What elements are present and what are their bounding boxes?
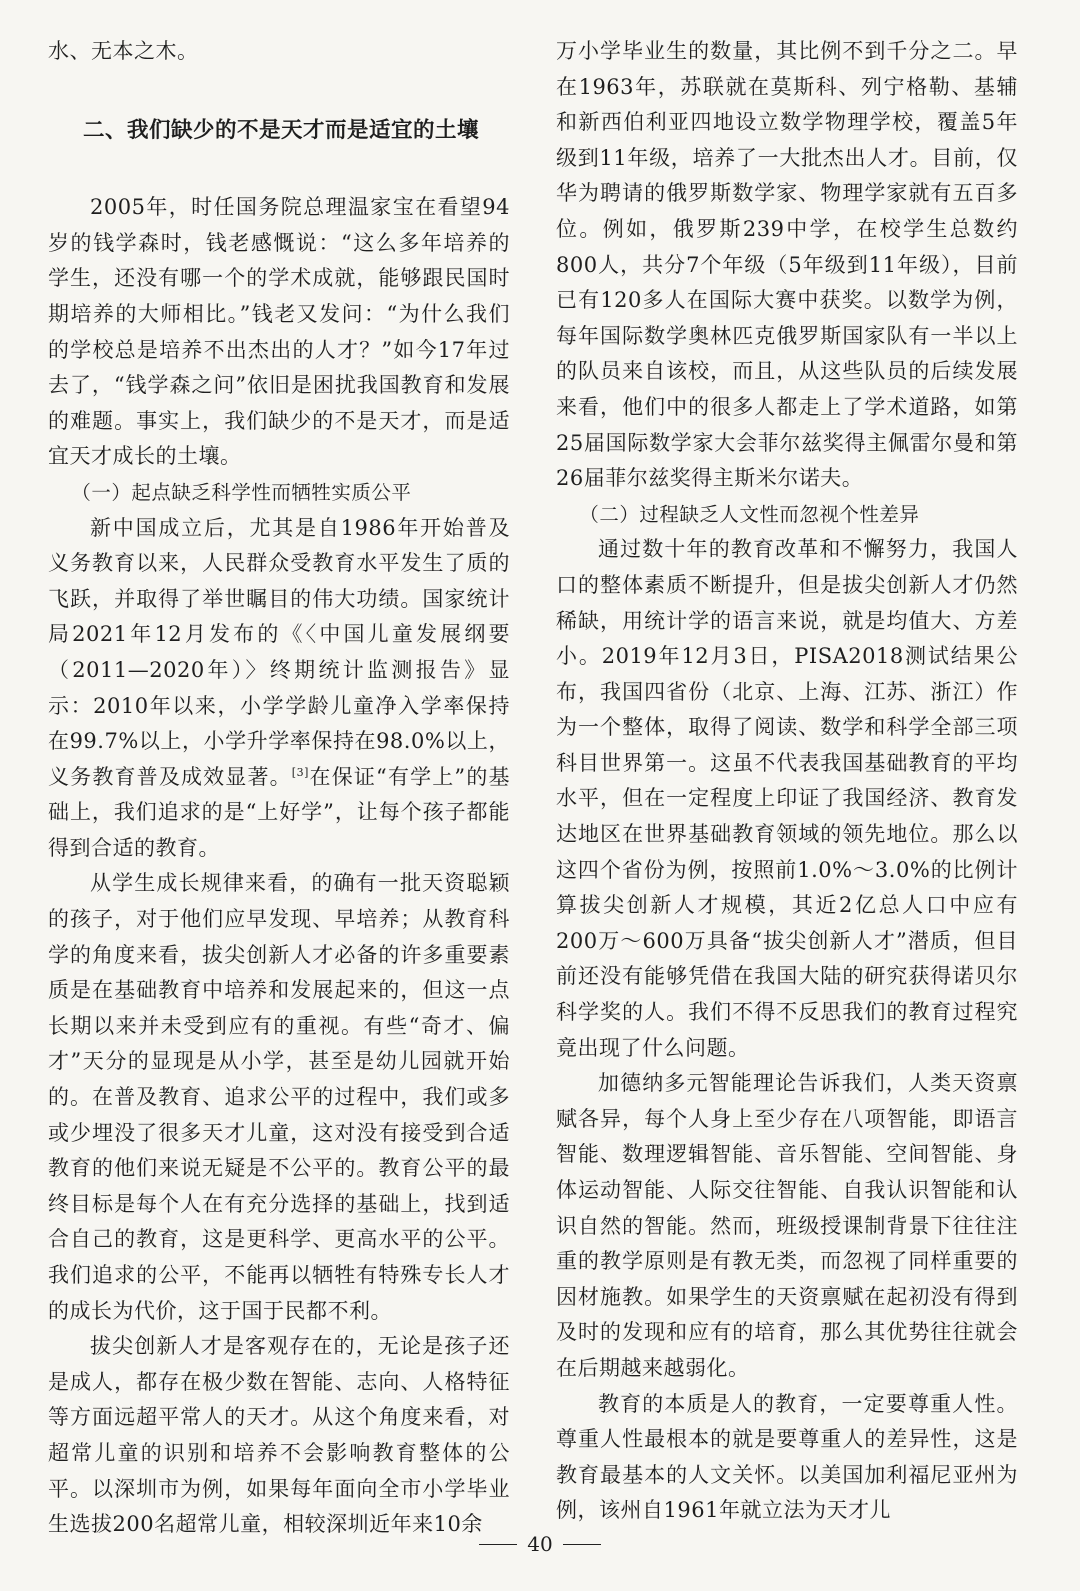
citation-marker: [3] xyxy=(291,765,309,779)
paragraph-growth-rules: 从学生成长规律来看，的确有一批天资聪颖的孩子，对于他们应早发现、早培养；从教育科学的角度来看，拔尖创新人才必备的许多重要素质是在基础教育中培养和发展起来的，但这一点长期以来并未受到应有的重视。有些“奇才、偏才”天分的显现是从小学，甚至是幼儿园就开始的。在普及教育、追求公平的过程中，我们或多或少埋没了很多天才儿童，这对没有接受到合适教育的他们来说无疑是不公平的。教育公平的最终目标是每个人在有充分选择的基础上，找到适合自己的教育，这是更科学、更高水平的公平。我们追求的公平，不能再以牺牲有特殊专长人才的成长为代价，这于国于民都不利。 xyxy=(48,871,510,1323)
subsection-heading-2: （二）过程缺乏人文性而忽视个性差异 xyxy=(579,502,920,526)
page-footer xyxy=(0,1532,1080,1556)
paragraph-text: 新中国成立后，尤其是自1986年开始普及义务教育以来，人民群众受教育水平发生了质的飞跃，并取得了举世瞩目的伟大功绩。国家统计局2021年12月发布的《〈中国儿童发展纲要（2011—2020年）〉终期统计监测报告》显示：2010年以来，小学学龄儿童净入学率保持在99.7%以上，小学升学率保持在98.0%以上，义务教育普及成效显著。 xyxy=(48,515,510,789)
section-heading: 二、我们缺少的不是天才而是适宜的土壤 xyxy=(83,117,480,143)
paragraph-gifted-exist: 拔尖创新人才是客观存在的，无论是孩子还是成人，都存在极少数在智能、志向、人格特征等方面远超平常人的天才。从这个角度来看，对超常儿童的识别和培养不会影响教育整体的公平。以深圳市为例，如果每年面向全市小学毕业生选拔200名超常儿童，相较深圳近年来10余 xyxy=(48,1334,510,1537)
paragraph-multiple-intelligences: 加德纳多元智能理论告诉我们，人类天资禀赋各异，每个人身上至少存在八项智能，即语言智能、数理逻辑智能、音乐智能、空间智能、身体运动智能、人际交往智能、自我认识智能和认识自然的智能。然而，班级授课制背景下往往注重的教学原则是有教无类，而忽视了同样重要的因材施教。如果学生的天资禀赋在起初没有得到及时的发现和应有的培育，那么其优势往往就会在后期越来越弱化。 xyxy=(556,1071,1018,1380)
paragraph-qian-xuesen-question: 2005年，时任国务院总理温家宝在看望94岁的钱学森时，钱老感慨说：“这么多年培养的学生，还没有哪一个的学术成就，能够跟民国时期培养的大师相比。”钱老又发问：“为什么我们的学校总是培养不出杰出的人才？”如今17年过去了，“钱学森之问”依旧是困扰我国教育和发展的难题。事实上，我们缺少的不是天才，而是适宜天才成长的土壤。 xyxy=(48,195,510,469)
paragraph-compulsory-education xyxy=(48,511,510,867)
footer-rule-left xyxy=(479,1544,517,1545)
paragraph-pisa: 通过数十年的教育改革和不懈努力，我国人口的整体素质不断提升，但是拔尖创新人才仍然稀缺，用统计学的语言来说，就是均值大、方差小。2019年12月3日，PISA2018测试结果公布，我国四省份（北京、上海、江苏、浙江）作为一个整体，取得了阅读、数学和科学全部三项科目世界第一。这虽不代表我国基础教育的平均水平，但在一定程度上印证了我国经济、教育发达地区在世界基础教育领域的领先地位。那么以这四个省份为例，按照前1.0%～3.0%的比例计算拔尖创新人才规模，其近2亿总人口中应有200万～600万具备“拔尖创新人才”潜质，但目前还没有能够凭借在我国大陆的研究获得诺贝尔科学奖的人。我们不得不反思我们的教育过程究竟出现了什么问题。 xyxy=(556,537,1018,1060)
continued-paragraph: 水、无本之木。 xyxy=(48,39,199,63)
continued-paragraph: 万小学毕业生的数量，其比例不到千分之二。早在1963年，苏联就在莫斯科、列宁格勒、基辅和新西伯利亚四地设立数学物理学校，覆盖5年级到11年级，培养了一大批杰出人才。目前，仅华为聘请的俄罗斯数学家、物理学家就有五百多位。例如，俄罗斯239中学，在校学生总数约800人，共分7个年级（5年级到11年级），目前已有120多人在国际大赛中获奖。以数学为例，每年国际数学奥林匹克俄罗斯国家队有一半以上的队员来自该校，而且，从这些队员的后续发展来看，他们中的很多人都走上了学术道路，如第25届国际数学家大会菲尔兹奖得主佩雷尔曼和第26届菲尔兹奖得主斯米尔诺夫。 xyxy=(556,39,1018,491)
right-column xyxy=(556,34,1018,1529)
page-number: 40 xyxy=(527,1532,553,1556)
subsection-heading-1: （一）起点缺乏科学性而牺牲实质公平 xyxy=(71,480,412,504)
footer-rule-right xyxy=(563,1544,601,1545)
paragraph-education-essence: 教育的本质是人的教育，一定要尊重人性。尊重人性最根本的就是要尊重人的差异性，这是教育最基本的人文关怀。以美国加利福尼亚州为例，该州自1961年就立法为天才儿 xyxy=(556,1391,1018,1523)
paragraph-text: 在保证“有学上”的基础上，我们追求的是“上好学”，让每个孩子都能得到合适的教育。 xyxy=(48,764,510,860)
left-column xyxy=(48,34,510,1543)
